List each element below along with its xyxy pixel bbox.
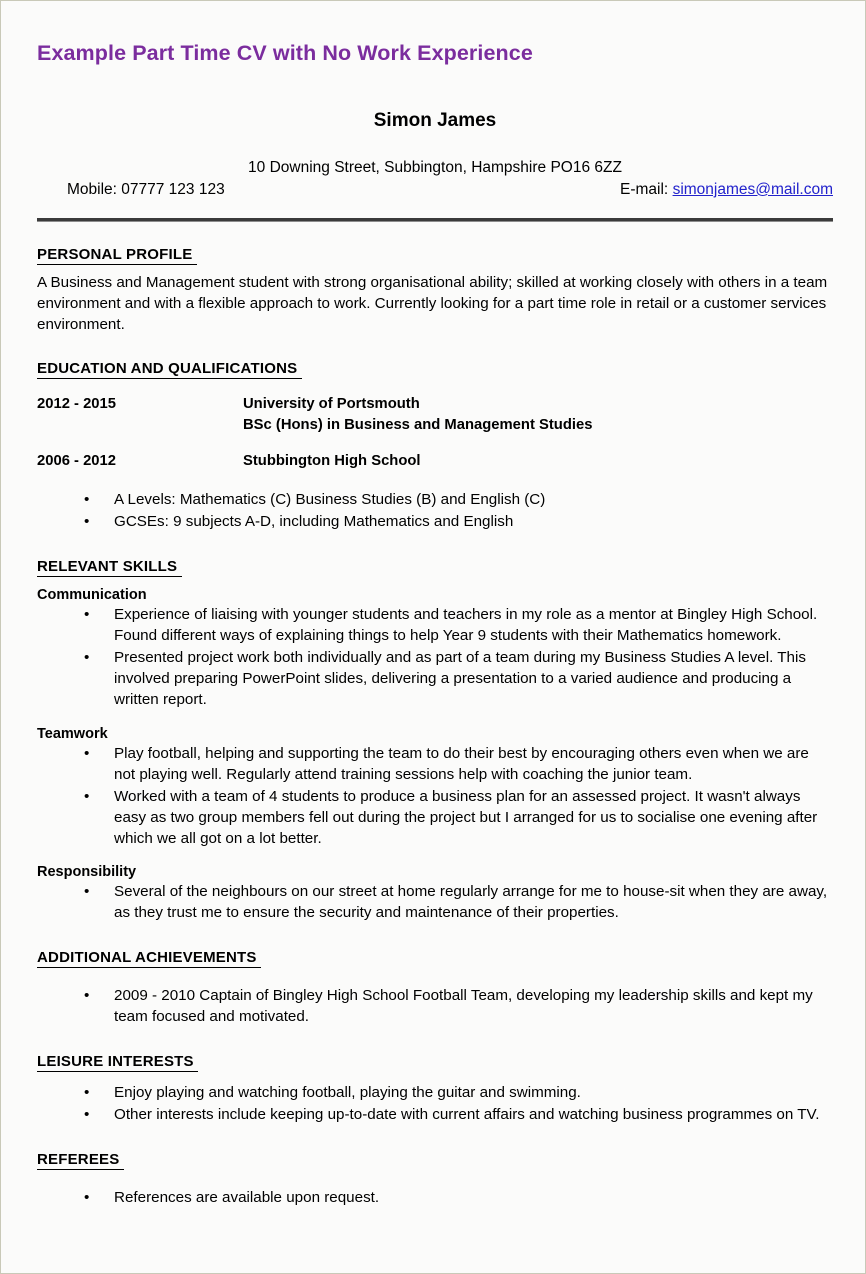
bullet-icon: • xyxy=(84,1084,90,1102)
education-entry xyxy=(37,379,833,436)
cv-content xyxy=(37,1,833,1210)
list-item-text: Several of the neighbours on our street at home regularly arrange for me to house-sit when they are away, as they trust me to ensure the security and maintenance of their properties. xyxy=(114,883,828,922)
page-title: Example Part Time CV with No Work Experience xyxy=(37,41,533,65)
list-item-text: Enjoy playing and watching football, playing the guitar and swimming. xyxy=(114,1084,581,1102)
bullet-icon: • xyxy=(84,883,90,901)
list-item-text: A Levels: Mathematics (C) Business Studies (B) and English (C) xyxy=(114,491,546,509)
teamwork-bullet-list xyxy=(37,744,833,850)
section-heading-additional-achievements: ADDITIONAL ACHIEVEMENTS xyxy=(37,949,261,967)
section-relevant-skills xyxy=(37,534,833,924)
list-item-text: References are available upon request. xyxy=(114,1189,380,1207)
bullet-icon: • xyxy=(84,491,90,509)
bullet-icon: • xyxy=(84,1189,90,1207)
bullet-icon: • xyxy=(84,987,90,1005)
bullet-icon: • xyxy=(84,513,90,531)
education-institution: University of Portsmouth xyxy=(243,396,420,413)
education-dates: 2012 - 2015 xyxy=(37,396,116,413)
email-block xyxy=(620,180,833,199)
list-item-text: Experience of liaising with younger students and teachers in my role as a mentor at Bingley High School. Found different ways of explaining things to help Year 9 students with their Mathematics homework. xyxy=(114,605,818,644)
mobile-number: Mobile: 07777 123 123 xyxy=(67,180,225,198)
bullet-icon: • xyxy=(84,787,90,805)
list-item xyxy=(37,512,833,533)
candidate-address: 10 Downing Street, Subbington, Hampshire PO16 6ZZ xyxy=(248,158,622,176)
list-item-text: Worked with a team of 4 students to produce a business plan for an assessed project. It wasn't always easy as two group members fell out during the project but I arranged for us to socialise one evening after which we all got on a lot better. xyxy=(114,787,818,847)
bullet-icon: • xyxy=(84,744,90,762)
section-leisure-interests xyxy=(37,1029,833,1126)
list-item xyxy=(37,648,833,711)
additional-achievements-bullet-list xyxy=(37,968,833,1028)
section-heading-personal-profile: PERSONAL PROFILE xyxy=(37,246,197,264)
candidate-name: Simon James xyxy=(373,109,497,131)
list-item xyxy=(37,1083,833,1104)
list-item xyxy=(37,490,833,511)
list-item xyxy=(37,787,833,850)
skill-group-heading-responsibility: Responsibility xyxy=(37,864,137,881)
list-item xyxy=(37,882,833,924)
section-additional-achievements xyxy=(37,925,833,1028)
education-detail xyxy=(243,451,421,472)
list-item-text: GCSEs: 9 subjects A-D, including Mathematics and English xyxy=(114,513,514,531)
contact-row xyxy=(37,177,833,199)
list-item-text: 2009 - 2010 Captain of Bingley High School Football Team, developing my leadership skills and kept my team focused and motivated. xyxy=(114,987,813,1026)
communication-bullet-list xyxy=(37,605,833,711)
personal-profile-body: A Business and Management student with strong organisational ability; skilled at working closely with others in a team environment and with a flexible approach to work. Currently looking for a part time role in retail or a customer services environment. xyxy=(37,274,828,334)
skill-group-heading-teamwork: Teamwork xyxy=(37,725,108,742)
section-heading-referees: REFEREES xyxy=(37,1151,124,1169)
section-heading-leisure-interests: LEISURE INTERESTS xyxy=(37,1053,199,1071)
section-education xyxy=(37,336,833,533)
referees-bullet-list xyxy=(37,1170,833,1209)
list-item xyxy=(37,744,833,786)
education-detail xyxy=(243,394,592,436)
list-item-text: Other interests include keeping up-to-date with current affairs and watching business programmes on TV. xyxy=(114,1106,820,1124)
education-institution: Stubbington High School xyxy=(243,453,421,470)
list-item xyxy=(37,986,833,1028)
section-referees xyxy=(37,1127,833,1209)
section-heading-education: EDUCATION AND QUALIFICATIONS xyxy=(37,360,302,378)
bullet-icon: • xyxy=(84,605,90,623)
education-bullet-list xyxy=(37,472,833,533)
list-item xyxy=(37,605,833,647)
skill-group-heading-communication: Communication xyxy=(37,587,147,604)
bullet-icon: • xyxy=(84,1106,90,1124)
leisure-interests-bullet-list xyxy=(37,1072,833,1126)
list-item-text: Presented project work both individually and as part of a team during my Business Studies A level. This involved preparing PowerPoint slides, delivering a presentation to a varied audience and producing a written report. xyxy=(114,648,806,708)
education-qualification: BSc (Hons) in Business and Management Studies xyxy=(243,417,593,434)
education-entry xyxy=(37,436,833,472)
email-label: E-mail: xyxy=(620,180,669,198)
section-personal-profile xyxy=(37,222,833,336)
list-item-text: Play football, helping and supporting the team to do their best by encouraging others even when we are not playing well. Regularly attend training sessions help with coaching the junior team. xyxy=(114,744,809,783)
email-link[interactable]: simonjames@mail.com xyxy=(672,180,833,198)
responsibility-bullet-list xyxy=(37,882,833,924)
list-item xyxy=(37,1105,833,1126)
education-dates: 2006 - 2012 xyxy=(37,453,116,470)
list-item xyxy=(37,1188,833,1209)
section-heading-relevant-skills: RELEVANT SKILLS xyxy=(37,558,182,576)
bullet-icon: • xyxy=(84,648,90,666)
